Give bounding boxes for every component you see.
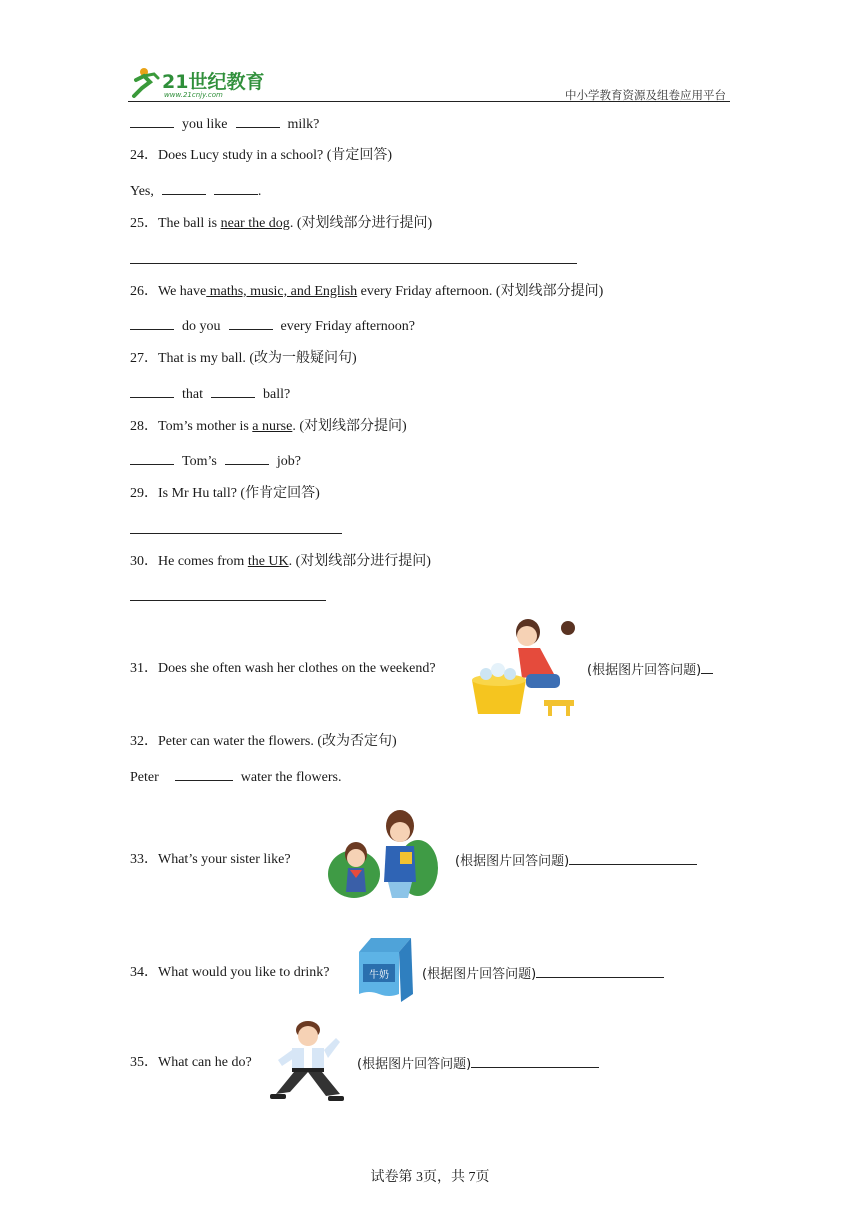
question-35-hint: (根据图片回答问题) (357, 1054, 599, 1074)
question-27: 27．That is my ball. (改为一般疑问句) (130, 351, 357, 366)
answer-blank[interactable] (175, 767, 233, 781)
question-35: 35．What can he do? (130, 1055, 252, 1070)
answer-blank[interactable] (236, 114, 280, 128)
answer-blank[interactable] (225, 451, 269, 465)
question-30: 30．He comes from the UK. (对划线部分进行提问) (130, 554, 431, 569)
header-divider (128, 101, 730, 102)
answer-line-30[interactable] (130, 600, 326, 601)
milk-carton-image (355, 934, 415, 1004)
answer-blank[interactable] (130, 316, 174, 330)
page-footer: 试卷第 3页，共 7页 (370, 1170, 490, 1185)
answer-blank[interactable] (536, 964, 664, 978)
answer-blank[interactable] (701, 660, 713, 674)
question-31-hint: (根据图片回答问题) (587, 660, 713, 680)
question-31: 31．Does she often wash her clothes on the weekend? (130, 661, 436, 676)
question-28-answer: Tom’s job? (130, 451, 301, 471)
boy-kung-fu-image (268, 1018, 348, 1104)
girl-washing-clothes-image (470, 612, 578, 718)
question-26: 26．We have maths, music, and English every Friday afternoon. (对划线部分提问) (130, 284, 604, 299)
question-34-hint: (根据图片回答问题) (422, 964, 664, 984)
question-23-answer: you like milk? (130, 114, 319, 134)
question-33-hint: (根据图片回答问题) (455, 851, 697, 871)
answer-blank[interactable] (211, 384, 255, 398)
question-29: 29．Is Mr Hu tall? (作肯定回答) (130, 486, 320, 501)
answer-blank[interactable] (214, 181, 258, 195)
answer-blank[interactable] (130, 114, 174, 128)
question-32-answer: Peter water the flowers. (130, 767, 341, 787)
answer-blank[interactable] (130, 451, 174, 465)
answer-line-29[interactable] (130, 533, 342, 534)
svg-text:牛奶: 牛奶 (369, 970, 389, 981)
svg-text:www.21cnjy.com: www.21cnjy.com (164, 91, 223, 99)
question-24: 24．Does Lucy study in a school? (肯定回答) (130, 148, 393, 163)
question-26-answer: do you every Friday afternoon? (130, 316, 415, 336)
site-logo (128, 64, 268, 100)
mother-and-daughter-image (326, 806, 438, 904)
answer-blank[interactable] (569, 851, 697, 865)
answer-blank[interactable] (162, 181, 206, 195)
answer-line-25[interactable] (130, 263, 577, 264)
svg-text:21世纪教育: 21世纪教育 (162, 71, 265, 93)
answer-blank[interactable] (471, 1054, 599, 1068)
question-25: 25．The ball is near the dog. (对划线部分进行提问) (130, 216, 433, 231)
question-33: 33．What’s your sister like? (130, 852, 291, 867)
header-platform-text: 中小学教育资源及组卷应用平台 (565, 88, 726, 102)
question-28: 28．Tom’s mother is a nurse. (对划线部分提问) (130, 419, 407, 434)
question-27-answer: that ball? (130, 384, 290, 404)
question-32: 32．Peter can water the flowers. (改为否定句) (130, 734, 397, 749)
answer-blank[interactable] (229, 316, 273, 330)
question-24-answer: Yes, . (130, 181, 261, 201)
question-34: 34．What would you like to drink? (130, 965, 330, 980)
answer-blank[interactable] (130, 384, 174, 398)
